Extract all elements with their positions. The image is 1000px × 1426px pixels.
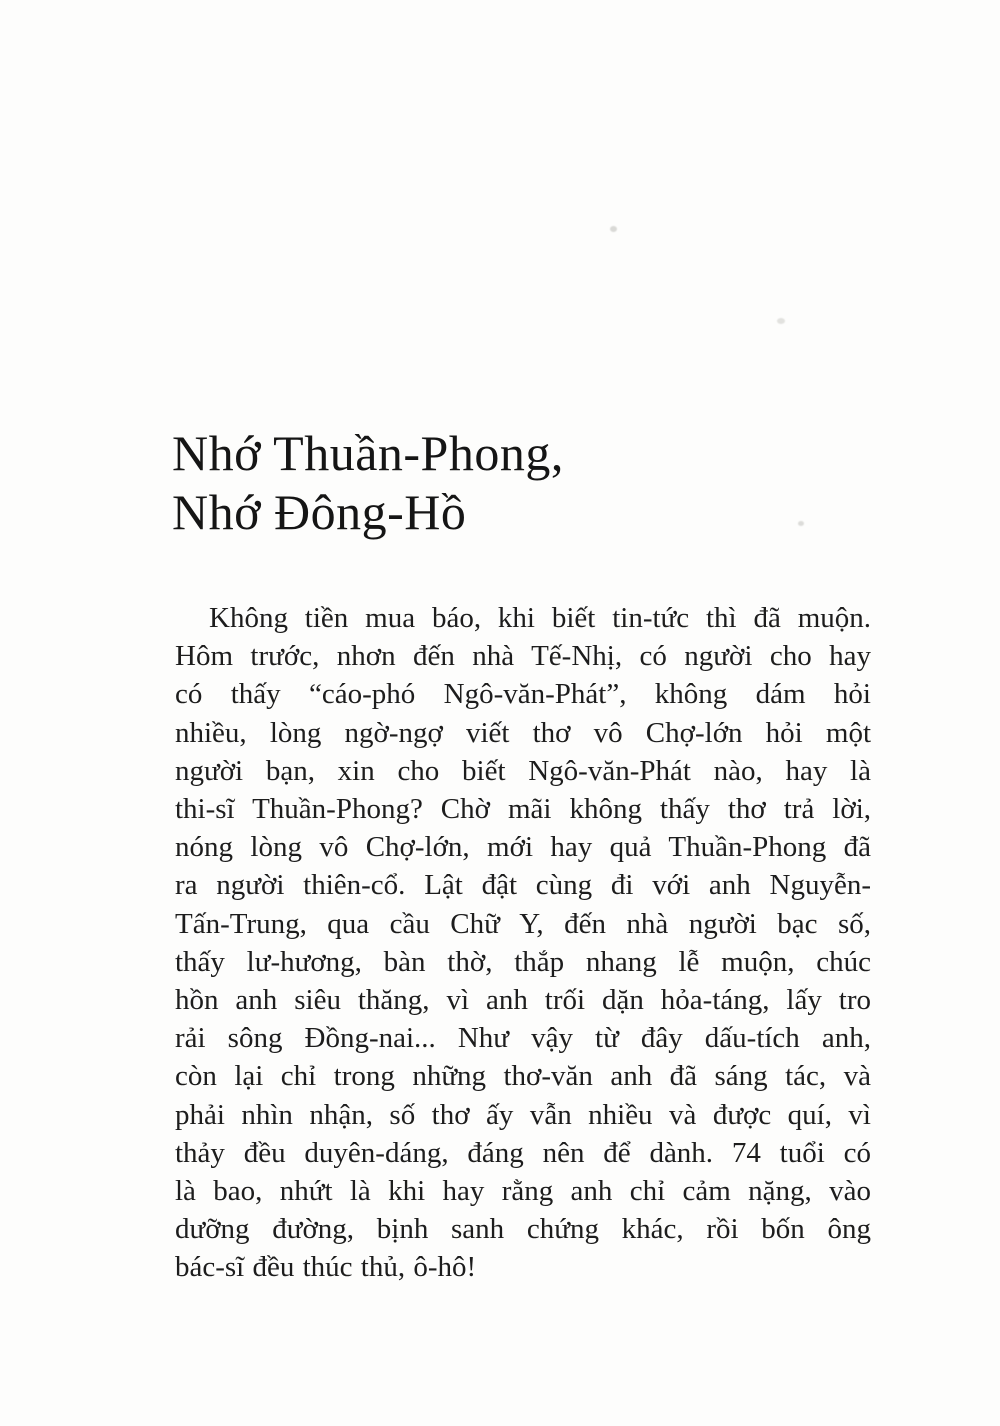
chapter-title-line: Nhớ Đông-Hồ (172, 484, 467, 540)
body-line: có thấy “cáo-phó Ngô-văn-Phát”, không dám hỏi (175, 678, 871, 711)
body-line: Không tiền mua báo, khi biết tin-tức thì đã muộn. (209, 602, 871, 634)
scan-speck (798, 521, 804, 526)
body-line: Hôm trước, nhơn đến nhà Tế-Nhị, có người cho hay (175, 640, 871, 673)
body-line: rải sông Đồng-nai... Như vậy từ đây dấu-tích anh, (175, 1022, 871, 1055)
body-line: Tấn-Trung, qua cầu Chữ Y, đến nhà người bạc số, (175, 907, 871, 940)
body-line: là bao, nhứt là khi hay rằng anh chỉ cảm nặng, vào (175, 1175, 871, 1208)
chapter-title-line: Nhớ Thuần-Phong, (172, 425, 564, 481)
body-line: nhiều, lòng ngờ-ngợ viết thơ vô Chợ-lớn hỏi một (175, 716, 871, 749)
scan-speck (777, 318, 785, 324)
body-line: còn lại chỉ trong những thơ-văn anh đã sáng tác, và (175, 1060, 871, 1093)
body-line: bác-sĩ đều thúc thủ, ô-hô! (175, 1251, 477, 1284)
body-paragraph (175, 599, 871, 1287)
body-line: người bạn, xin cho biết Ngô-văn-Phát nào, hay là (175, 754, 871, 787)
body-line: ra người thiên-cổ. Lật đật cùng đi với anh Nguyễn- (175, 869, 871, 902)
chapter-title (172, 424, 792, 542)
scan-speck (610, 226, 617, 232)
body-line: nóng lòng vô Chợ-lớn, mới hay quả Thuần-Phong đã (175, 831, 871, 864)
body-line: phải nhìn nhận, số thơ ấy vẫn nhiều và được quí, vì (175, 1098, 871, 1131)
body-line: dưỡng đường, bịnh sanh chứng khác, rồi bốn ông (175, 1213, 871, 1246)
body-line: hồn anh siêu thăng, vì anh trối dặn hỏa-táng, lấy tro (175, 984, 871, 1017)
body-line: thảy đều duyên-dáng, đáng nên để dành. 74 tuổi có (175, 1136, 871, 1169)
body-line: thi-sĩ Thuần-Phong? Chờ mãi không thấy thơ trả lời, (175, 793, 871, 826)
body-line: thấy lư-hương, bàn thờ, thắp nhang lễ muộn, chúc (175, 945, 871, 978)
